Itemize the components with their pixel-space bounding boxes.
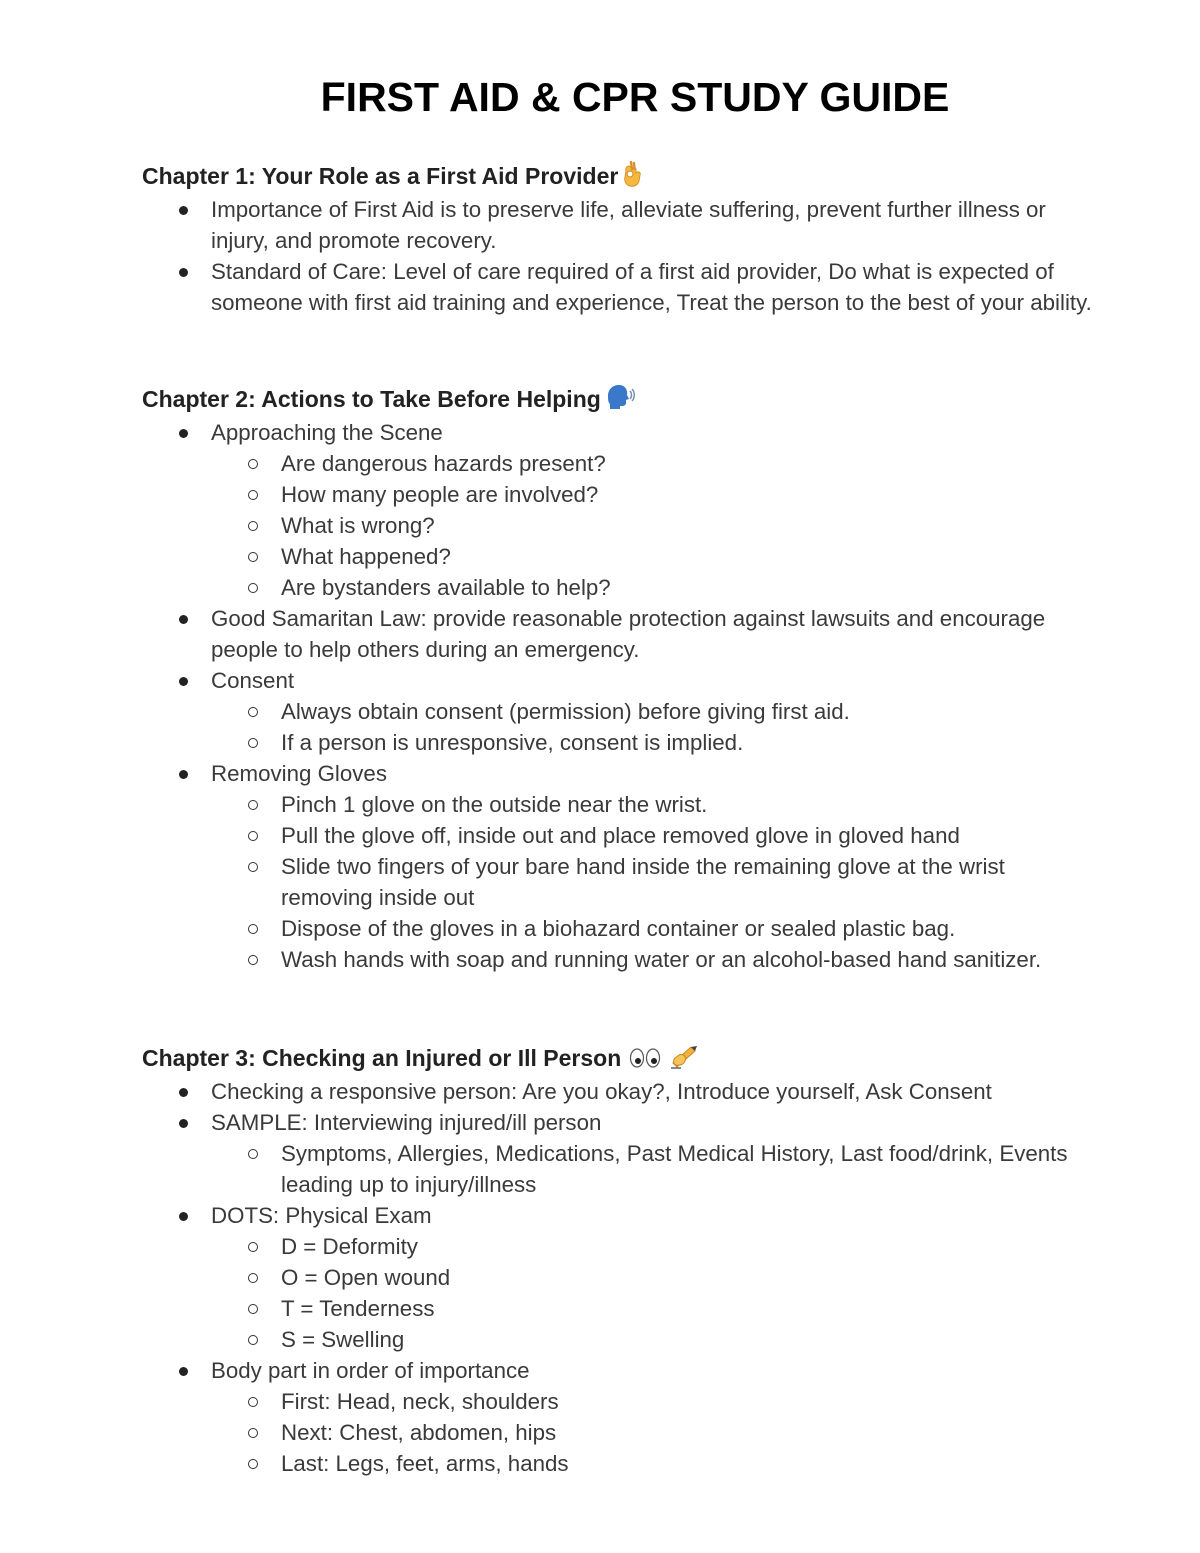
sub-list-item: How many people are involved? <box>210 479 1102 510</box>
sub-list-item: First: Head, neck, shoulders <box>210 1386 1102 1417</box>
chapter-heading-text: Chapter 1: Your Role as a First Aid Provider <box>142 163 619 189</box>
sub-bullet-list <box>211 1386 1102 1479</box>
sub-list-item: O = Open wound <box>210 1262 1102 1293</box>
bullet-circle <box>248 1273 258 1283</box>
writing-hand-icon <box>669 1043 699 1069</box>
bullet-dot <box>179 268 188 277</box>
bullet-circle <box>248 459 258 469</box>
chapter-heading <box>142 384 1102 415</box>
list-item: Standard of Care: Level of care required of a first aid provider, Do what is expected of someone with first aid training and experience, Treat the person to the best of your ability. <box>142 256 1102 318</box>
bullet-dot <box>179 677 188 686</box>
list-item: Checking a responsive person: Are you okay?, Introduce yourself, Ask Consent <box>142 1076 1102 1107</box>
sub-list-item: T = Tenderness <box>210 1293 1102 1324</box>
list-item: SAMPLE: Interviewing injured/ill person Symptoms, Allergies, Medications, Past Medical History, Last food/drink, Events leading up to injury/illness <box>142 1107 1102 1200</box>
chapter-heading-text: Chapter 2: Actions to Take Before Helping <box>142 386 601 412</box>
sub-list-item: Slide two fingers of your bare hand inside the remaining glove at the wrist removing inside out <box>210 851 1102 913</box>
sub-list-item: Symptoms, Allergies, Medications, Past Medical History, Last food/drink, Events leading up to injury/illness <box>210 1138 1102 1200</box>
sub-list-item: Pinch 1 glove on the outside near the wrist. <box>210 789 1102 820</box>
sub-list-item: Next: Chest, abdomen, hips <box>210 1417 1102 1448</box>
bullet-circle <box>248 831 258 841</box>
sub-list-item: Pull the glove off, inside out and place removed glove in gloved hand <box>210 820 1102 851</box>
list-item: DOTS: Physical Exam D = Deformity O = Open wound T = Tenderness S = Swelling <box>142 1200 1102 1355</box>
bullet-circle <box>248 552 258 562</box>
sub-list-item: If a person is unresponsive, consent is implied. <box>210 727 1102 758</box>
eyes-icon <box>629 1047 661 1069</box>
bullet-circle <box>248 521 258 531</box>
bullet-list <box>142 1076 1102 1479</box>
bullet-circle <box>248 583 258 593</box>
list-item: Consent Always obtain consent (permission) before giving first aid. If a person is unresponsive, consent is implied. <box>142 665 1102 758</box>
sub-list-item: Always obtain consent (permission) before giving first aid. <box>210 696 1102 727</box>
chapter-3 <box>142 1043 1102 1479</box>
speaking-head-icon <box>605 384 635 410</box>
list-item: Good Samaritan Law: provide reasonable protection against lawsuits and encourage people to help others during an emergency. <box>142 603 1102 665</box>
bullet-circle <box>248 862 258 872</box>
bullet-list <box>142 417 1102 975</box>
bullet-circle <box>248 1397 258 1407</box>
sub-bullet-list <box>211 448 1102 603</box>
bullet-circle <box>248 1242 258 1252</box>
chapter-1 <box>142 161 1102 318</box>
list-item: Importance of First Aid is to preserve life, alleviate suffering, prevent further illness or injury, and promote recovery. <box>142 194 1102 256</box>
sub-bullet-list <box>211 1231 1102 1355</box>
chapter-heading-text: Chapter 3: Checking an Injured or Ill Person <box>142 1045 622 1071</box>
bullet-dot <box>179 429 188 438</box>
list-item: Approaching the Scene Are dangerous hazards present? How many people are involved? What is wrong? What happened? Are bystanders available to help? <box>142 417 1102 603</box>
bullet-circle <box>248 1304 258 1314</box>
sub-list-item: S = Swelling <box>210 1324 1102 1355</box>
list-item: Body part in order of importance First: Head, neck, shoulders Next: Chest, abdomen, hips Last: Legs, feet, arms, hands <box>142 1355 1102 1479</box>
sub-list-item: Are dangerous hazards present? <box>210 448 1102 479</box>
chapter-2 <box>142 384 1102 975</box>
sub-list-item: Last: Legs, feet, arms, hands <box>210 1448 1102 1479</box>
sub-bullet-list <box>211 1138 1102 1200</box>
bullet-dot <box>179 770 188 779</box>
sub-list-item: What is wrong? <box>210 510 1102 541</box>
bullet-circle <box>248 924 258 934</box>
sub-list-item: What happened? <box>210 541 1102 572</box>
sub-list-item: Are bystanders available to help? <box>210 572 1102 603</box>
sub-list-item: Dispose of the gloves in a biohazard container or sealed plastic bag. <box>210 913 1102 944</box>
bullet-circle <box>248 1428 258 1438</box>
bullet-dot <box>179 1212 188 1221</box>
chapter-heading <box>142 1043 1102 1074</box>
bullet-circle <box>248 738 258 748</box>
bullet-list <box>142 194 1102 318</box>
chapter-heading <box>142 161 1102 192</box>
bullet-dot <box>179 1367 188 1376</box>
ok-hand-icon <box>622 161 644 187</box>
bullet-circle <box>248 955 258 965</box>
bullet-dot <box>179 1119 188 1128</box>
bullet-circle <box>248 800 258 810</box>
bullet-circle <box>248 1459 258 1469</box>
bullet-circle <box>248 1335 258 1345</box>
list-item: Removing Gloves Pinch 1 glove on the outside near the wrist. Pull the glove off, inside out and place removed glove in gloved hand Slide two fingers of your bare hand inside the remaining glove at the wrist removing inside out Dispose of the gloves in a biohazard container or sealed plastic bag. Wash hands with soap and running water or an alcohol-based hand sanitizer. <box>142 758 1102 975</box>
bullet-circle <box>248 1149 258 1159</box>
bullet-circle <box>248 490 258 500</box>
sub-bullet-list <box>211 696 1102 758</box>
document-title: FIRST AID & CPR STUDY GUIDE <box>320 74 950 120</box>
sub-list-item: Wash hands with soap and running water or an alcohol-based hand sanitizer. <box>210 944 1102 975</box>
bullet-dot <box>179 615 188 624</box>
bullet-circle <box>248 707 258 717</box>
bullet-dot <box>179 206 188 215</box>
sub-bullet-list <box>211 789 1102 975</box>
sub-list-item: D = Deformity <box>210 1231 1102 1262</box>
bullet-dot <box>179 1088 188 1097</box>
